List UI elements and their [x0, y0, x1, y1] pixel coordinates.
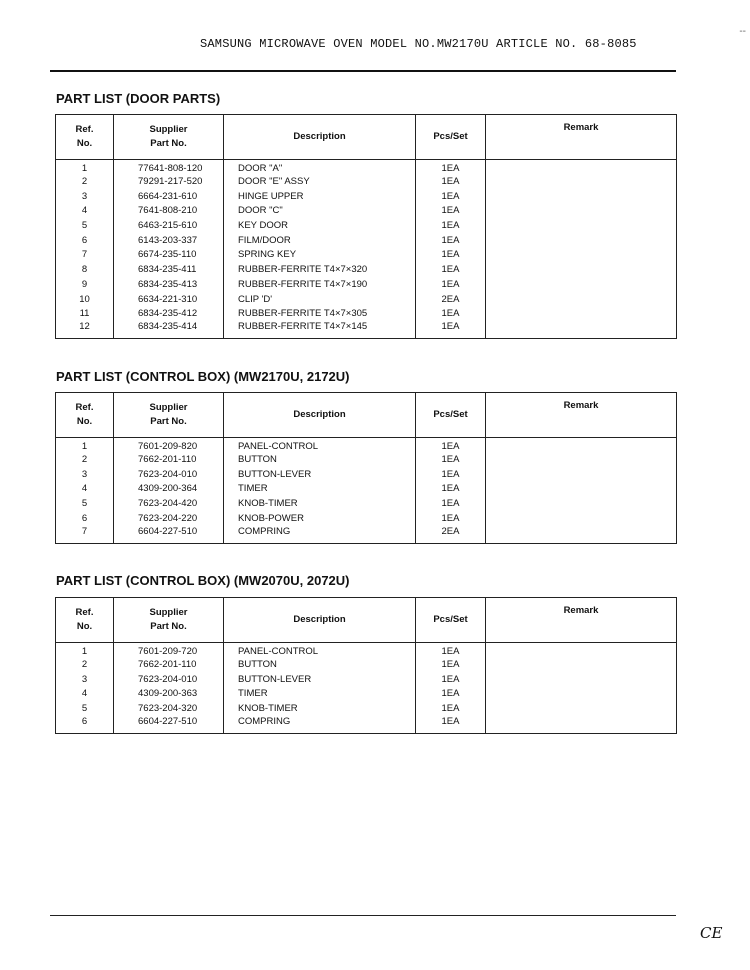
ref-cell: 12 — [56, 321, 114, 339]
remark-cell — [486, 672, 677, 687]
table-row — [56, 306, 677, 321]
table-row — [56, 496, 677, 511]
pcs-cell: 1EA — [416, 643, 486, 658]
col-supplier-line1: Supplier — [149, 402, 188, 413]
description-cell: COMPRING — [224, 526, 416, 544]
part-no-cell: 6834-235-413 — [114, 277, 224, 292]
remark-cell — [486, 262, 677, 277]
table-row — [56, 321, 677, 339]
col-remark-header: Remark — [486, 393, 677, 438]
remark-cell — [486, 321, 677, 339]
description-cell: SPRING KEY — [224, 248, 416, 263]
ref-cell: 5 — [56, 701, 114, 716]
table-row — [56, 687, 677, 702]
remark-cell — [486, 438, 677, 453]
ref-cell: 6 — [56, 511, 114, 526]
table-row — [56, 716, 677, 734]
description-cell: BUTTON-LEVER — [224, 467, 416, 482]
remark-cell — [486, 233, 677, 248]
table-header-row — [56, 115, 677, 160]
remark-cell — [486, 511, 677, 526]
col-supplier-line2: Part No. — [150, 621, 187, 632]
remark-cell — [486, 277, 677, 292]
description-cell: BUTTON — [224, 452, 416, 467]
pcs-cell: 1EA — [416, 452, 486, 467]
description-cell: TIMER — [224, 687, 416, 702]
ref-cell: 4 — [56, 204, 114, 219]
col-description-header: Description — [224, 393, 416, 438]
pcs-cell: 1EA — [416, 233, 486, 248]
col-ref-line1: Ref. — [75, 124, 94, 135]
remark-cell — [486, 174, 677, 189]
table-row — [56, 657, 677, 672]
remark-cell — [486, 482, 677, 497]
col-supplier-header — [114, 115, 224, 160]
col-supplier-line1: Supplier — [149, 124, 188, 135]
ref-cell: 1 — [56, 438, 114, 453]
description-cell: DOOR "C" — [224, 204, 416, 219]
description-cell: KNOB-TIMER — [224, 496, 416, 511]
table-row — [56, 511, 677, 526]
col-supplier-line2: Part No. — [150, 416, 187, 427]
description-cell: TIMER — [224, 482, 416, 497]
ref-cell: 3 — [56, 467, 114, 482]
col-ref-header — [56, 393, 114, 438]
handwritten-corner-mark: CE — [700, 924, 723, 942]
description-cell: BUTTON — [224, 657, 416, 672]
section-title: PART LIST (DOOR PARTS) — [56, 91, 221, 106]
pcs-cell: 1EA — [416, 277, 486, 292]
table-row — [56, 204, 677, 219]
remark-cell — [486, 467, 677, 482]
part-no-cell: 6143-203-337 — [114, 233, 224, 248]
description-cell: DOOR "A" — [224, 160, 416, 175]
description-cell: RUBBER-FERRITE T4×7×305 — [224, 306, 416, 321]
description-cell: KNOB-POWER — [224, 511, 416, 526]
ref-cell: 5 — [56, 496, 114, 511]
table-row — [56, 467, 677, 482]
col-supplier-header — [114, 598, 224, 643]
pcs-cell: 2EA — [416, 526, 486, 544]
ref-cell: 2 — [56, 174, 114, 189]
pcs-cell: 1EA — [416, 511, 486, 526]
table-row — [56, 672, 677, 687]
bottom-rule — [50, 915, 676, 916]
part-no-cell: 6674-235-110 — [114, 248, 224, 263]
pcs-cell: 1EA — [416, 306, 486, 321]
col-pcs-header: Pcs/Set — [416, 115, 486, 160]
pcs-cell: 1EA — [416, 482, 486, 497]
part-no-cell: 77641-808-120 — [114, 160, 224, 175]
part-no-cell: 7662-201-110 — [114, 452, 224, 467]
part-no-cell: 6604-227-510 — [114, 716, 224, 734]
table-header-row — [56, 598, 677, 643]
part-no-cell: 7623-204-010 — [114, 672, 224, 687]
col-ref-line1: Ref. — [75, 607, 94, 618]
description-cell: PANEL-CONTROL — [224, 438, 416, 453]
pcs-cell: 1EA — [416, 189, 486, 204]
pcs-cell: 1EA — [416, 160, 486, 175]
parts-table — [55, 114, 677, 339]
description-cell: RUBBER-FERRITE T4×7×190 — [224, 277, 416, 292]
pcs-cell: 1EA — [416, 716, 486, 734]
ref-cell: 6 — [56, 233, 114, 248]
top-rule — [50, 70, 676, 72]
part-no-cell: 6463-215-610 — [114, 218, 224, 233]
pcs-cell: 1EA — [416, 672, 486, 687]
col-description-header: Description — [224, 115, 416, 160]
ref-cell: 11 — [56, 306, 114, 321]
pcs-cell: 1EA — [416, 204, 486, 219]
part-no-cell: 7641-808-210 — [114, 204, 224, 219]
table-row — [56, 452, 677, 467]
ref-cell: 10 — [56, 292, 114, 307]
ref-cell: 3 — [56, 189, 114, 204]
ref-cell: 4 — [56, 482, 114, 497]
col-pcs-header: Pcs/Set — [416, 393, 486, 438]
table-row — [56, 160, 677, 175]
remark-cell — [486, 452, 677, 467]
pcs-cell: 1EA — [416, 248, 486, 263]
remark-cell — [486, 496, 677, 511]
ref-cell: 9 — [56, 277, 114, 292]
col-ref-line2: No. — [76, 416, 93, 427]
remark-cell — [486, 643, 677, 658]
part-no-cell: 4309-200-364 — [114, 482, 224, 497]
pcs-cell: 1EA — [416, 174, 486, 189]
table-row — [56, 262, 677, 277]
remark-cell — [486, 701, 677, 716]
remark-cell — [486, 526, 677, 544]
table-row — [56, 218, 677, 233]
section-title: PART LIST (CONTROL BOX) (MW2170U, 2172U) — [56, 369, 350, 384]
table-row — [56, 701, 677, 716]
col-supplier-header — [114, 393, 224, 438]
remark-cell — [486, 189, 677, 204]
description-cell: CLIP 'D' — [224, 292, 416, 307]
part-no-cell: 7623-204-320 — [114, 701, 224, 716]
section-title: PART LIST (CONTROL BOX) (MW2070U, 2072U) — [56, 573, 350, 588]
table-row — [56, 292, 677, 307]
part-no-cell: 6634-221-310 — [114, 292, 224, 307]
ref-cell: 7 — [56, 526, 114, 544]
col-remark-header: Remark — [486, 598, 677, 643]
parts-table — [55, 392, 677, 544]
col-ref-line2: No. — [76, 621, 93, 632]
ref-cell: 7 — [56, 248, 114, 263]
remark-cell — [486, 292, 677, 307]
ref-cell: 3 — [56, 672, 114, 687]
remark-cell — [486, 160, 677, 175]
table-row — [56, 233, 677, 248]
table-row — [56, 482, 677, 497]
col-supplier-line1: Supplier — [149, 607, 188, 618]
ref-cell: 2 — [56, 657, 114, 672]
ref-cell: 5 — [56, 218, 114, 233]
part-no-cell: 7601-209-720 — [114, 643, 224, 658]
col-pcs-header: Pcs/Set — [416, 598, 486, 643]
ref-cell: 2 — [56, 452, 114, 467]
description-cell: RUBBER-FERRITE T4×7×145 — [224, 321, 416, 339]
description-cell: RUBBER-FERRITE T4×7×320 — [224, 262, 416, 277]
pcs-cell: 1EA — [416, 438, 486, 453]
pcs-cell: 1EA — [416, 467, 486, 482]
table-row — [56, 189, 677, 204]
ref-cell: 1 — [56, 643, 114, 658]
description-cell: KNOB-TIMER — [224, 701, 416, 716]
description-cell: PANEL-CONTROL — [224, 643, 416, 658]
page-header-title: SAMSUNG MICROWAVE OVEN MODEL NO.MW2170U ARTICLE NO. 68-8085 — [200, 37, 637, 51]
table-row — [56, 643, 677, 658]
table-row — [56, 277, 677, 292]
pcs-cell: 1EA — [416, 701, 486, 716]
pcs-cell: 1EA — [416, 657, 486, 672]
part-no-cell: 7662-201-110 — [114, 657, 224, 672]
description-cell: COMPRING — [224, 716, 416, 734]
description-cell: KEY DOOR — [224, 218, 416, 233]
ref-cell: 1 — [56, 160, 114, 175]
col-ref-header — [56, 598, 114, 643]
parts-table — [55, 597, 677, 734]
pcs-cell: 2EA — [416, 292, 486, 307]
remark-cell — [486, 306, 677, 321]
edge-mark: -- — [739, 26, 746, 37]
part-no-cell: 7623-204-010 — [114, 467, 224, 482]
table-row — [56, 248, 677, 263]
remark-cell — [486, 657, 677, 672]
pcs-cell: 1EA — [416, 687, 486, 702]
col-ref-header — [56, 115, 114, 160]
description-cell: HINGE UPPER — [224, 189, 416, 204]
remark-cell — [486, 687, 677, 702]
part-no-cell: 6834-235-414 — [114, 321, 224, 339]
part-no-cell: 6604-227-510 — [114, 526, 224, 544]
part-no-cell: 7623-204-420 — [114, 496, 224, 511]
part-no-cell: 7601-209-820 — [114, 438, 224, 453]
part-no-cell: 6834-235-411 — [114, 262, 224, 277]
remark-cell — [486, 716, 677, 734]
col-supplier-line2: Part No. — [150, 138, 187, 149]
table-row — [56, 526, 677, 544]
ref-cell: 6 — [56, 716, 114, 734]
pcs-cell: 1EA — [416, 496, 486, 511]
part-no-cell: 7623-204-220 — [114, 511, 224, 526]
pcs-cell: 1EA — [416, 218, 486, 233]
pcs-cell: 1EA — [416, 262, 486, 277]
remark-cell — [486, 204, 677, 219]
description-cell: BUTTON-LEVER — [224, 672, 416, 687]
description-cell: FILM/DOOR — [224, 233, 416, 248]
description-cell: DOOR "E" ASSY — [224, 174, 416, 189]
table-row — [56, 438, 677, 453]
ref-cell: 4 — [56, 687, 114, 702]
remark-cell — [486, 248, 677, 263]
part-no-cell: 6664-231-610 — [114, 189, 224, 204]
part-no-cell: 79291-217-520 — [114, 174, 224, 189]
table-header-row — [56, 393, 677, 438]
remark-cell — [486, 218, 677, 233]
col-ref-line1: Ref. — [75, 402, 94, 413]
col-ref-line2: No. — [76, 138, 93, 149]
ref-cell: 8 — [56, 262, 114, 277]
col-description-header: Description — [224, 598, 416, 643]
part-no-cell: 4309-200-363 — [114, 687, 224, 702]
pcs-cell: 1EA — [416, 321, 486, 339]
part-no-cell: 6834-235-412 — [114, 306, 224, 321]
col-remark-header: Remark — [486, 115, 677, 160]
table-row — [56, 174, 677, 189]
